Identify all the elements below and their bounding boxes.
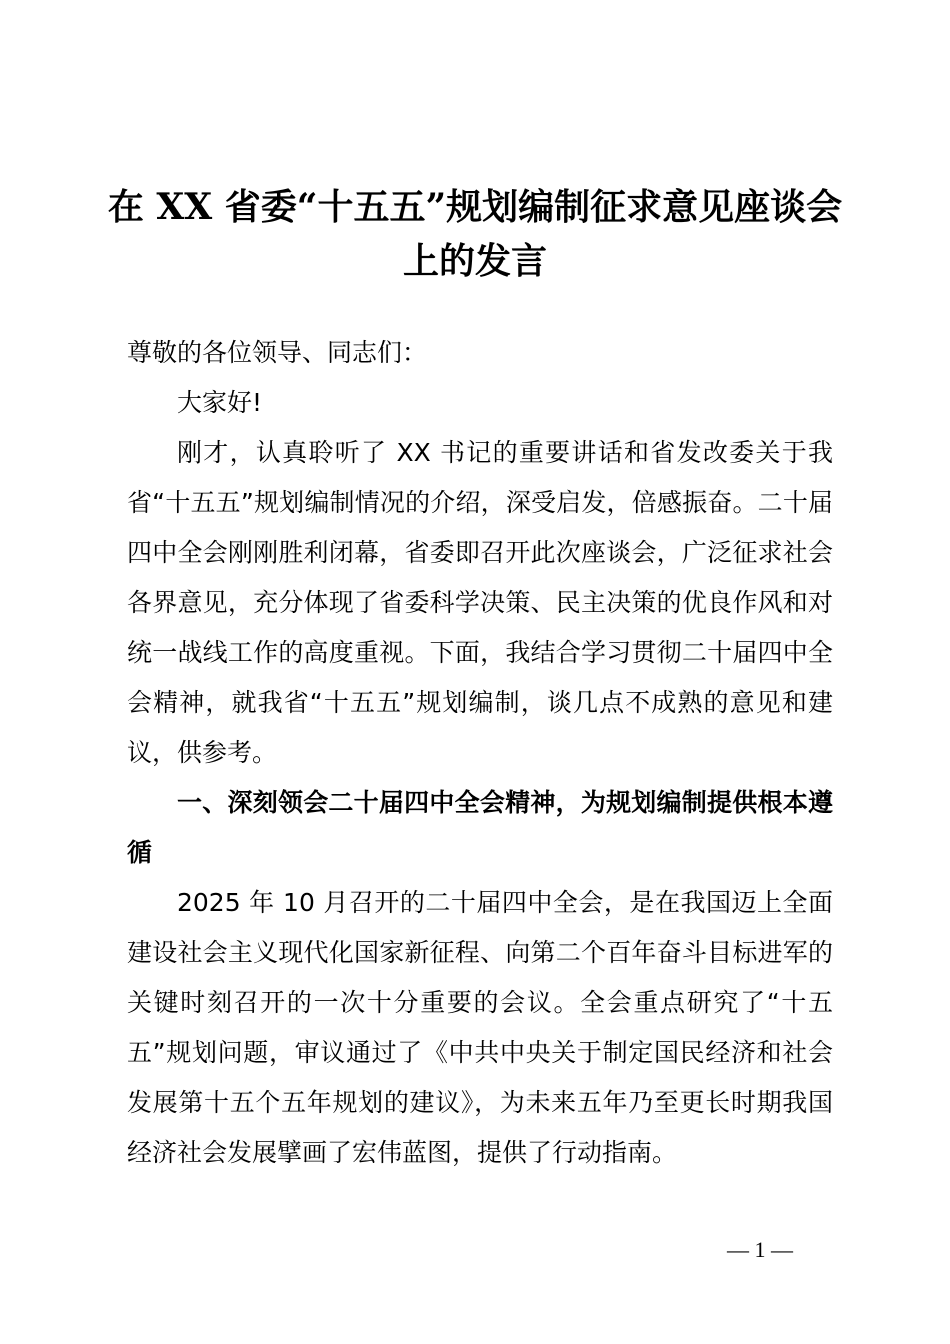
paragraph-section-1: 2025 年 10 月召开的二十届四中全会，是在我国迈上全面建设社会主义现代化国家新征程、向第二个百年奋斗目标进军的关键时刻召开的一次十分重要的会议。全会重点研究了“十五五”规划问题，审议通过了《中共中央关于制定国民经济和社会发展第十五个五年规划的建议》，为未来五年乃至更长时期我国经济社会发展擘画了宏伟蓝图，提供了行动指南。 [127,888,833,1167]
paragraph-intro: 刚才，认真聆听了 XX 书记的重要讲话和省发改委关于我省“十五五”规划编制情况的介绍，深受启发，倍感振奋。二十届四中全会刚刚胜利闭幕，省委即召开此次座谈会，广泛征求社会各界意见，充分体现了省委科学决策、民主决策的优良作风和对统一战线工作的高度重视。下面，我结合学习贯彻二十届四中全会精神，就我省“十五五”规划编制，谈几点不成熟的意见和建议，供参考。 [127,438,833,767]
title-line-2: 上的发言 [402,240,547,282]
title-line-1: 在 XX 省委“十五五”规划编制征求意见座谈会 [107,186,843,228]
section-heading-1: 一、深刻领会二十届四中全会精神，为规划编制提供根本遵循 [127,788,833,867]
document-title [100,180,850,288]
salutation: 尊敬的各位领导、同志们： [127,338,428,367]
greeting: 大家好! [177,388,263,417]
page-number: — 1 — [727,1237,793,1262]
document-body [127,328,833,1178]
